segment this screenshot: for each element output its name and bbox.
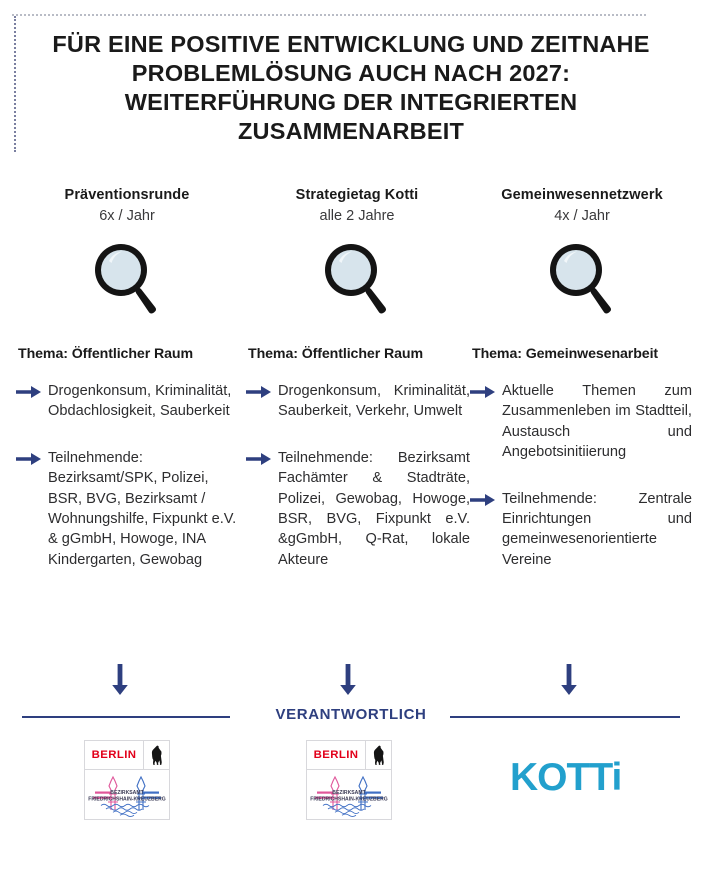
crest-text-bezirksamt: BEZIRKSAMT	[332, 790, 366, 796]
bullet-item	[16, 381, 244, 422]
crest-text-bezirksamt: BEZIRKSAMT	[110, 790, 144, 796]
bullet-text: Teilnehmende: Bezirksamt/SPK, Polizei, BSR, BVG, Bezirksamt / Wohnungshilfe, Fixpunkt e.V. & gGmbH, Howoge, INA Kindergarten, Gewobag	[48, 449, 237, 568]
column-heading: Präventionsrunde	[64, 187, 190, 203]
bullet-list-3	[470, 381, 692, 591]
dotted-rule-vertical	[14, 16, 16, 152]
theme-heading-2: Thema: Öffentlicher Raum	[248, 346, 423, 362]
responsible-label: VERANTWORTLICH	[275, 706, 427, 723]
magnifier-icon-wrap	[474, 239, 690, 317]
column-strategietag-kotti	[246, 186, 468, 317]
magnifier-icon	[89, 239, 165, 315]
arrow-down-icon-1	[110, 664, 130, 696]
column-praeventionsrunde	[14, 186, 240, 317]
column-frequency: alle 2 Jahre	[319, 208, 395, 224]
bullet-item	[246, 448, 470, 570]
magnifier-icon-wrap	[246, 239, 468, 317]
berlin-logo-top	[85, 741, 169, 770]
page-title: FÜR EINE POSITIVE ENTWICKLUNG UND ZEITNAHE PROBLEMLÖSUNG AUCH NACH 2027: WEITERFÜHRUNG DER INTEGRIERTEN ZUSAMMENARBEIT	[52, 31, 650, 144]
berlin-bezirksamt-logo-1	[84, 740, 170, 820]
bullet-text: Aktuelle Themen zum Zusammenleben im Stadtteil, Austausch und Angebotsinitiierung	[502, 383, 692, 461]
arrow-right-icon	[470, 385, 496, 399]
arrow-right-icon	[16, 452, 42, 466]
berlin-bear-icon	[365, 741, 391, 769]
friedrichshain-kreuzberg-crest	[85, 770, 169, 820]
berlin-bear-icon	[143, 741, 169, 769]
bullet-text: Teilnehmende: Bezirksamt Fachämter & Stadträte, Polizei, Gewobag, Howoge, BSR, BVG, Fixpunkt e.V. &gGmbH, Q-Rat, lokale Akteure	[278, 449, 470, 568]
arrow-right-icon	[246, 385, 272, 399]
magnifier-icon-wrap	[14, 239, 240, 317]
arrow-down-icon-3	[559, 664, 579, 696]
column-frequency: 6x / Jahr	[99, 208, 155, 224]
crest-text-district: FRIEDRICHSHAIN-KREUZBERG	[88, 796, 166, 803]
theme-heading-3: Thema: Gemeinwesenarbeit	[472, 346, 659, 362]
dotted-rule-horizontal	[12, 14, 646, 16]
column-heading: Strategietag Kotti	[295, 187, 419, 203]
bullet-item	[470, 381, 692, 463]
berlin-wordmark: BERLIN	[91, 749, 137, 761]
column-heading: Gemeinwesennetzwerk	[501, 187, 663, 203]
kotti-logo: KOTTi	[510, 756, 622, 799]
crest-text-district: FRIEDRICHSHAIN-KREUZBERG	[310, 796, 388, 803]
bullet-item	[16, 448, 244, 570]
arrow-right-icon	[16, 385, 42, 399]
divider-right	[450, 716, 680, 718]
berlin-wordmark: BERLIN	[313, 749, 359, 761]
magnifier-icon	[544, 239, 620, 315]
arrow-right-icon	[470, 493, 496, 507]
bullet-list-1	[16, 381, 244, 591]
arrow-right-icon	[246, 452, 272, 466]
bullet-text: Drogenkonsum, Kriminalität, Sauberkeit, Verkehr, Umwelt	[278, 383, 470, 420]
bullet-item	[246, 381, 470, 422]
berlin-bezirksamt-logo-2	[306, 740, 392, 820]
bullet-item	[470, 489, 692, 571]
magnifier-icon	[319, 239, 395, 315]
bullet-text: Teilnehmende: Zentrale Einrichtungen und gemeinwesenorientierte Vereine	[502, 490, 692, 568]
column-gemeinwesennetzwerk	[474, 186, 690, 317]
theme-heading-1: Thema: Öffentlicher Raum	[18, 346, 193, 362]
arrow-down-icon-2	[338, 664, 358, 696]
berlin-logo-top	[307, 741, 391, 770]
bullet-text: Drogenkonsum, Kriminalität, Obdachlosigkeit, Sauberkeit	[48, 383, 232, 420]
column-frequency: 4x / Jahr	[554, 208, 610, 224]
bullet-list-2	[246, 381, 470, 591]
friedrichshain-kreuzberg-crest	[307, 770, 391, 820]
